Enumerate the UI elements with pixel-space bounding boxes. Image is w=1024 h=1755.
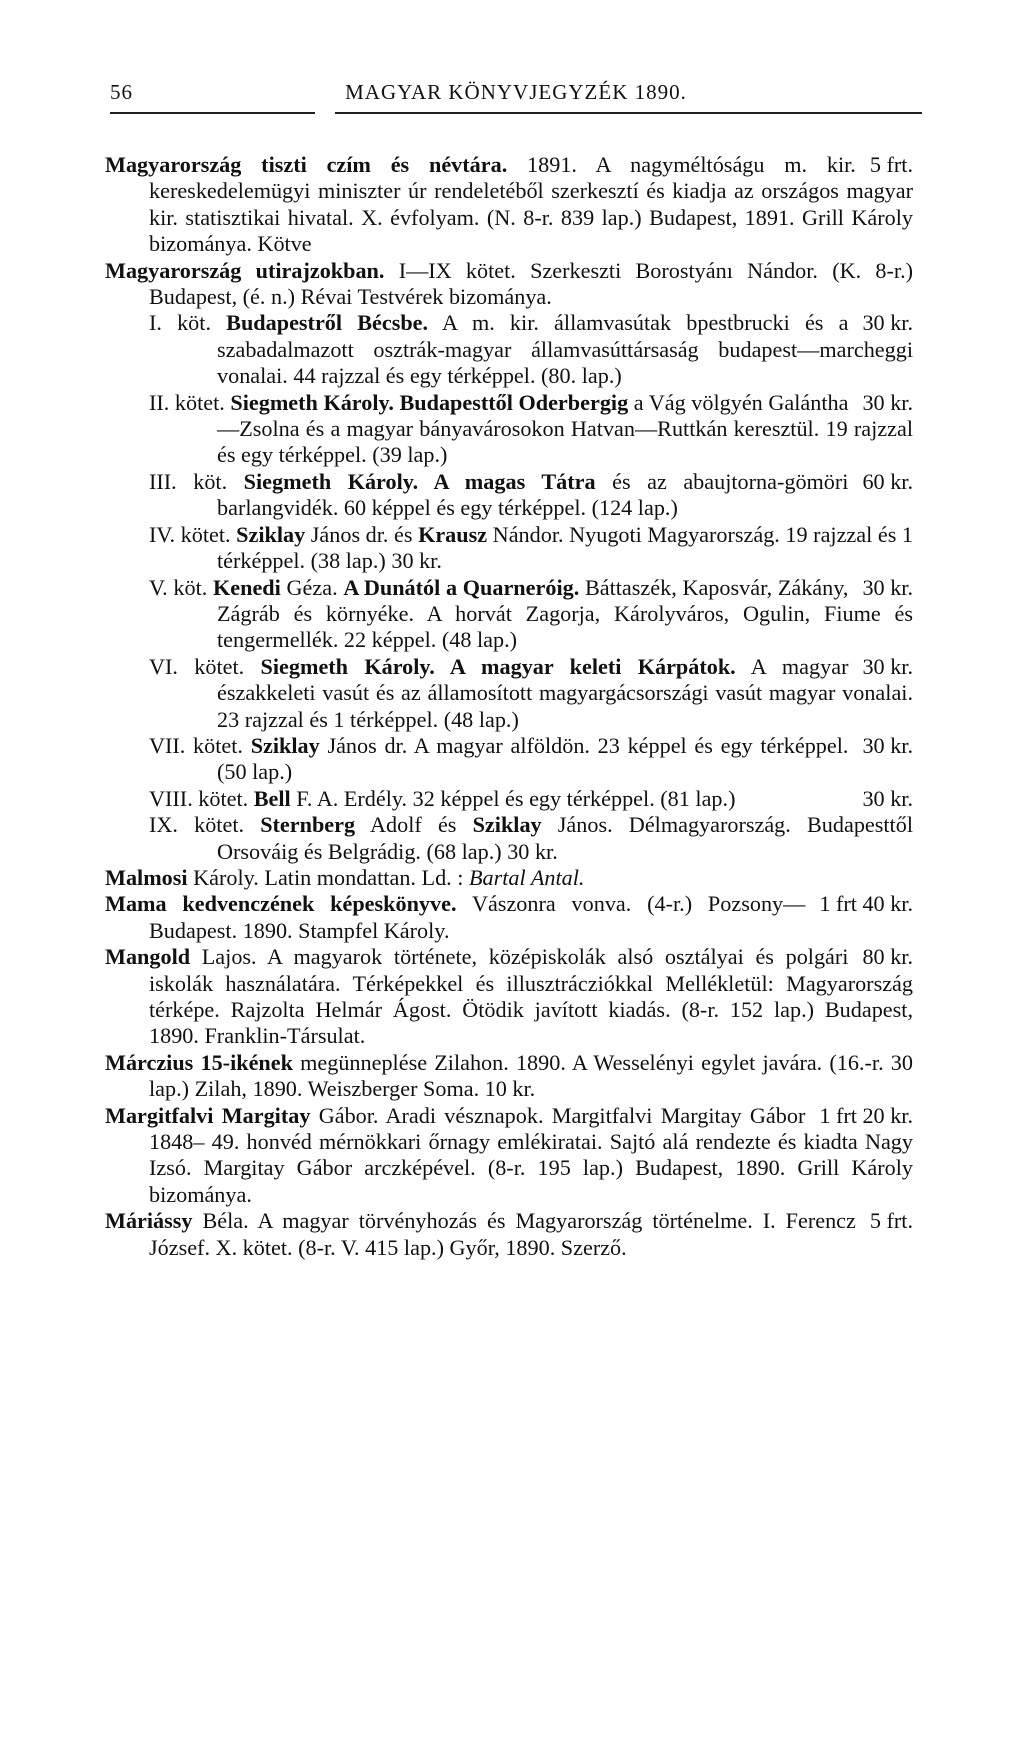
entry-reference: Bartal Antal. [468,864,585,890]
price: 30 kr. [862,574,913,600]
entry-heading: Siegmeth Károly. A magyar keleti Kárpátok. [260,653,736,679]
entry-heading: Márczius 15-ikének [105,1049,293,1075]
entry-heading: Sziklay [250,732,320,758]
entry-heading: Sternberg [260,812,356,838]
entry-text: A magyar északkeleti vasút és az államosított magyargácsországi vasút magyar vonalai. 23 rajzzal és 1 térképpel. (48 lap.) [217,653,913,732]
catalog-entry [105,258,913,311]
catalog-entries [105,152,913,1261]
entry-heading: A Dunától a Quarneróig. [343,574,580,600]
running-title: MAGYAR KÖNYVJEGYZÉK 1890. [345,80,687,104]
entry-text: I. köt. [149,310,227,336]
entry-text: Béla. A magyar törvényhozás és Magyarország történelme. I. Ferencz József. X. kötet. (8-r. V. 415 lap.) Győr, 1890. Szerző. [149,1208,856,1260]
entry-heading: Siegmeth Károly. Budapesttől Oderbergig [230,389,629,415]
catalog-subentry [105,812,913,865]
entry-heading: Sziklay [236,521,306,547]
entry-text: Vászonra vonva. (4-r.) Pozsony—Budapest. 1890. Stampfel Károly. [149,891,806,943]
entry-text: IX. kötet. [149,812,261,838]
entry-text: VII. kötet. [149,732,251,758]
entry-text: II. kötet. [149,389,231,415]
entry-text: Károly. Latin mondattan. Ld. : [187,864,469,890]
catalog-subentry [105,786,913,812]
price: 30 kr. [862,732,913,758]
catalog-subentry [105,654,913,733]
catalog-subentry [105,522,913,575]
entry-text: Adolf és [355,812,473,838]
entry-text: János dr. A magyar alföldön. 23 képpel és egy térképpel. (50 lap.) [217,732,849,785]
catalog-subentry [105,310,913,389]
entry-text: János dr. és [305,521,419,547]
entry-heading: Krausz [418,521,488,547]
price: 30 kr. [862,310,913,336]
entry-text: F. A. Erdély. 32 képpel és egy térképpel. (81 lap.) [290,785,736,811]
entry-text: 1891. A nagyméltóságu m. kir. kereskedelemügyi miniszter úr rendeletéből szerkesztí és kiadja az országos magyar kir. statisztikai hivatal. X. évfolyam. (N. 8-r. 839 lap.) Budapest, 1891. Grill Károly bizománya. Kötve [149,152,913,257]
entry-heading: Mama kedvenczének képeskönyve. [105,891,457,917]
entry-text: megünneplése Zilahon. 1890. A Wesselényi egylet javára. (16.-r. 30 lap.) Zilah, 1890. Weiszberger Soma. 10 kr. [149,1049,913,1102]
entry-text: Báttaszék, Kaposvár, Zákány, Zágráb és környéke. A horvát Zagorja, Károlyváros, Ogulin, Fiume és tengermellék. 22 képpel. (48 lap.) [217,574,913,653]
entry-text: Nándor. Nyugoti Magyarország. 19 rajzzal és 1 térképpel. (38 lap.) 30 kr. [217,521,914,574]
catalog-entry [105,1050,913,1103]
entry-text: Géza. [280,574,344,600]
entry-text: János. Délmagyarország. Budapesttől Orsováig és Belgrádig. (68 lap.) 30 kr. [217,812,913,864]
catalog-entry [105,152,913,258]
price: 30 kr. [862,653,913,679]
entry-heading: Budapestről Bécsbe. [226,310,429,336]
entry-heading: Siegmeth Károly. A magas Tátra [243,468,596,494]
entry-heading: Sziklay [472,812,542,838]
entry-text: V. köt. [149,574,214,600]
price: 5 frt. [869,152,913,177]
header-rule-left [110,112,315,114]
page-header [110,80,922,105]
catalog-subentry [105,390,913,469]
catalog-entry [105,944,913,1050]
price: 30 kr. [862,785,913,811]
entry-text: III. köt. [149,468,244,494]
catalog-subentry [105,575,913,654]
price: 80 kr. [862,944,913,970]
entry-heading: Kenedi [213,574,281,600]
price: 5 frt. [869,1208,913,1234]
catalog-entry [105,865,913,891]
entry-text: a Vág völgyén Galántha—Zsolna és a magyar bányavárosokon Hatvan—Ruttkán keresztül. 19 rajzzal és egy térképpel. (39 lap.) [217,389,913,468]
entry-text: és az abaujtorna-gömöri barlangvidék. 60 képpel és egy térképpel. (124 lap.) [217,468,849,521]
entry-text: I—IX kötet. Szerkeszti Borostyánı Nándor. (K. 8-r.) Budapest, (é. n.) Révai Testvérek bizománya. [149,257,914,310]
entry-heading: Magyarország utirajzokban. [105,257,385,283]
entry-heading: Magyarország tiszti czím és névtára. [105,152,508,177]
price: 60 kr. [862,468,913,494]
entry-heading: Mangold [105,944,191,970]
entry-heading: Malmosi [105,864,188,890]
header-rule [110,112,922,114]
entry-text: Lajos. A magyarok története, középiskolák alsó osztályai és polgári iskolák használatára. Térképekkel és illusztrácziókkal Mellékletül: Magyarország térképe. Rajzolta Helmár Ágost. Ötödik javított kiadás. (8-r. 152 lap.) Budapest, 1890. Franklin-Társulat. [149,944,913,1049]
catalog-entry [105,891,913,944]
entry-text: Gábor. Aradi vésznapok. Margitfalvi Margitay Gábor 1848– 49. honvéd mérnökkari őrnagy emlékiratai. Sajtó alá rendezte és kiadta Nagy Izsó. Margitay Gábor arczképével. (8-r. 195 lap.) Budapest, 1890. Grill Károly bizománya. [149,1102,913,1207]
price: 1 frt 20 kr. [819,1102,913,1128]
price: 1 frt 40 kr. [819,891,913,917]
page-number: 56 [110,80,133,104]
entry-heading: Máriássy [105,1208,193,1234]
price: 30 kr. [862,389,913,415]
entry-heading: Margitfalvi Margitay [105,1102,311,1128]
catalog-subentry [105,469,913,522]
catalog-subentry [105,733,913,786]
entry-heading: Bell [253,785,291,811]
header-rule-right [335,112,922,114]
catalog-entry [105,1208,913,1261]
entry-text: VI. kötet. [149,653,261,679]
entry-text: VIII. kötet. [149,785,254,811]
catalog-entry [105,1103,913,1209]
entry-text: A m. kir. államvasútak bpestbrucki és a szabadalmazott osztrák-magyar államvasúttársaság budapest—marcheggi vonalai. 44 rajzzal és egy térképpel. (80. lap.) [217,310,913,389]
entry-text: IV. kötet. [149,521,237,547]
